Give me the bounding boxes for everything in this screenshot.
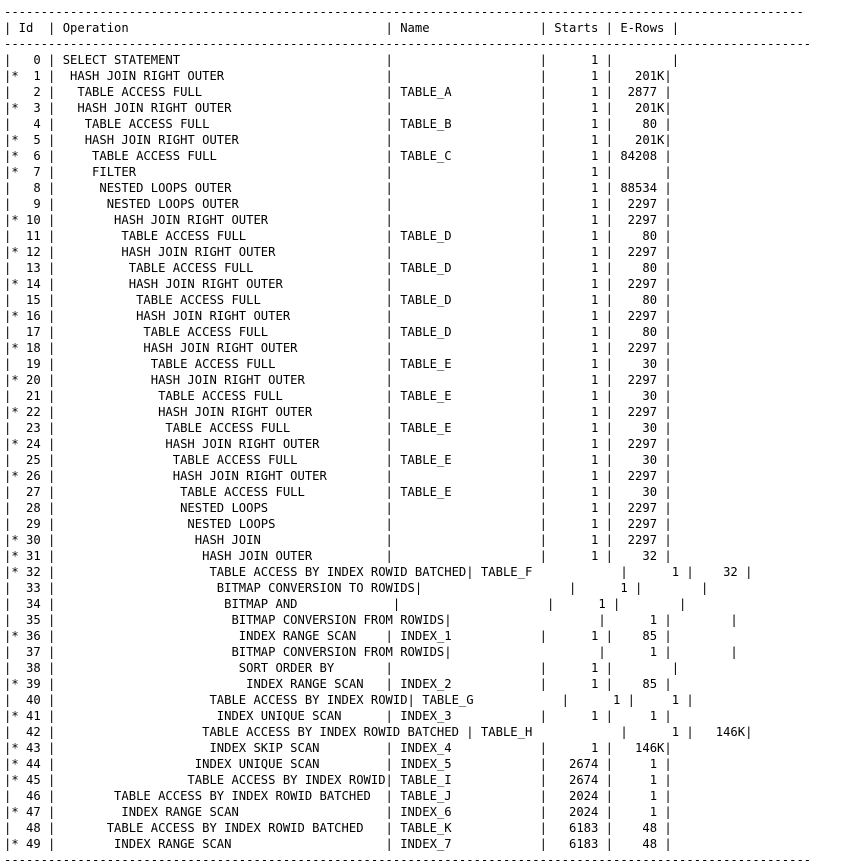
plan-row: |* 39 | INDEX RANGE SCAN | INDEX_2 | 1 | 85 | — [4, 677, 672, 691]
plan-row: | 13 | TABLE ACCESS FULL | TABLE_D | 1 | 80 | — [4, 261, 672, 275]
plan-row: |* 7 | FILTER | | 1 | | — [4, 165, 672, 179]
plan-row: |* 31 | HASH JOIN OUTER | | 1 | 32 | — [4, 549, 672, 563]
plan-row: |* 41 | INDEX UNIQUE SCAN | INDEX_3 | 1 | 1 | — [4, 709, 672, 723]
plan-row: |* 45 | TABLE ACCESS BY INDEX ROWID| TABLE_I | 2674 | 1 | — [4, 773, 672, 787]
plan-row: | 19 | TABLE ACCESS FULL | TABLE_E | 1 | 30 | — [4, 357, 672, 371]
plan-row: | 15 | TABLE ACCESS FULL | TABLE_D | 1 | 80 | — [4, 293, 672, 307]
plan-row: |* 43 | INDEX SKIP SCAN | INDEX_4 | 1 | 146K| — [4, 741, 672, 755]
header-separator: -------------------------------------------------------------------------------------------------------------- — [4, 37, 812, 51]
plan-row: |* 20 | HASH JOIN RIGHT OUTER | | 1 | 2297 | — [4, 373, 672, 387]
plan-row: |* 47 | INDEX RANGE SCAN | INDEX_6 | 2024 | 1 | — [4, 805, 672, 819]
plan-row: | 21 | TABLE ACCESS FULL | TABLE_E | 1 | 30 | — [4, 389, 672, 403]
execution-plan — [4, 4, 811, 868]
plan-row: | 37 | BITMAP CONVERSION FROM ROWIDS| | 1 | | — [4, 645, 738, 659]
top-border: ------------------------------------------------------------------------------------------------------------- — [4, 5, 804, 19]
plan-row: |* 16 | HASH JOIN RIGHT OUTER | | 1 | 2297 | — [4, 309, 672, 323]
plan-row: |* 30 | HASH JOIN | | 1 | 2297 | — [4, 533, 672, 547]
plan-row: |* 44 | INDEX UNIQUE SCAN | INDEX_5 | 2674 | 1 | — [4, 757, 672, 771]
plan-row: |* 14 | HASH JOIN RIGHT OUTER | | 1 | 2297 | — [4, 277, 672, 291]
plan-row: | 33 | BITMAP CONVERSION TO ROWIDS| | 1 | | — [4, 581, 709, 595]
plan-row: |* 6 | TABLE ACCESS FULL | TABLE_C | 1 | 84208 | — [4, 149, 672, 163]
plan-row: | 38 | SORT ORDER BY | | 1 | | — [4, 661, 680, 675]
plan-row: | 8 | NESTED LOOPS OUTER | | 1 | 88534 | — [4, 181, 672, 195]
plan-row: |* 26 | HASH JOIN RIGHT OUTER | | 1 | 2297 | — [4, 469, 672, 483]
plan-row: | 42 | TABLE ACCESS BY INDEX ROWID BATCHED | TABLE_H | 1 | 146K| — [4, 725, 753, 739]
bottom-border: -------------------------------------------------------------------------------------------------------------- — [4, 853, 812, 867]
plan-row: | 46 | TABLE ACCESS BY INDEX ROWID BATCHED | TABLE_J | 2024 | 1 | — [4, 789, 672, 803]
plan-row: | 27 | TABLE ACCESS FULL | TABLE_E | 1 | 30 | — [4, 485, 672, 499]
plan-row: | 17 | TABLE ACCESS FULL | TABLE_D | 1 | 80 | — [4, 325, 672, 339]
plan-row: | 48 | TABLE ACCESS BY INDEX ROWID BATCHED | TABLE_K | 6183 | 48 | — [4, 821, 672, 835]
plan-row: |* 49 | INDEX RANGE SCAN | INDEX_7 | 6183 | 48 | — [4, 837, 672, 851]
plan-row: |* 18 | HASH JOIN RIGHT OUTER | | 1 | 2297 | — [4, 341, 672, 355]
plan-row: |* 10 | HASH JOIN RIGHT OUTER | | 1 | 2297 | — [4, 213, 672, 227]
plan-row: | 0 | SELECT STATEMENT | | 1 | | — [4, 53, 680, 67]
plan-row: |* 22 | HASH JOIN RIGHT OUTER | | 1 | 2297 | — [4, 405, 672, 419]
plan-row: |* 32 | TABLE ACCESS BY INDEX ROWID BATCHED| TABLE_F | 1 | 32 | — [4, 565, 753, 579]
plan-row: |* 24 | HASH JOIN RIGHT OUTER | | 1 | 2297 | — [4, 437, 672, 451]
plan-row: | 35 | BITMAP CONVERSION FROM ROWIDS| | 1 | | — [4, 613, 738, 627]
plan-row: |* 12 | HASH JOIN RIGHT OUTER | | 1 | 2297 | — [4, 245, 672, 259]
plan-row: | 4 | TABLE ACCESS FULL | TABLE_B | 1 | 80 | — [4, 117, 672, 131]
plan-row: |* 36 | INDEX RANGE SCAN | INDEX_1 | 1 | 85 | — [4, 629, 672, 643]
plan-row: |* 3 | HASH JOIN RIGHT OUTER | | 1 | 201K| — [4, 101, 672, 115]
plan-row: | 9 | NESTED LOOPS OUTER | | 1 | 2297 | — [4, 197, 672, 211]
plan-row: | 29 | NESTED LOOPS | | 1 | 2297 | — [4, 517, 672, 531]
plan-row: | 34 | BITMAP AND | | 1 | | — [4, 597, 687, 611]
plan-row: | 2 | TABLE ACCESS FULL | TABLE_A | 1 | 2877 | — [4, 85, 672, 99]
plan-row: | 25 | TABLE ACCESS FULL | TABLE_E | 1 | 30 | — [4, 453, 672, 467]
plan-row: | 23 | TABLE ACCESS FULL | TABLE_E | 1 | 30 | — [4, 421, 672, 435]
header-row: | Id | Operation | Name | Starts | E-Rows | — [4, 21, 680, 35]
plan-row: |* 1 | HASH JOIN RIGHT OUTER | | 1 | 201K| — [4, 69, 672, 83]
plan-row: | 40 | TABLE ACCESS BY INDEX ROWID| TABLE_G | 1 | 1 | — [4, 693, 694, 707]
plan-row: | 11 | TABLE ACCESS FULL | TABLE_D | 1 | 80 | — [4, 229, 672, 243]
plan-row: | 28 | NESTED LOOPS | | 1 | 2297 | — [4, 501, 672, 515]
plan-row: |* 5 | HASH JOIN RIGHT OUTER | | 1 | 201K| — [4, 133, 672, 147]
